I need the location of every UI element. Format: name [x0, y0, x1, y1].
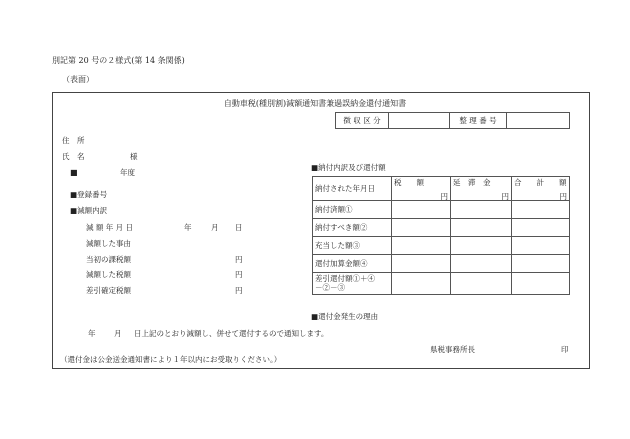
- reduced-tax-label: 減額した税額: [86, 270, 131, 279]
- net-refund-total[interactable]: [512, 273, 570, 295]
- notice-text: 日上記のとおり減額し、併せて還付するので通知します。: [134, 329, 329, 338]
- notice-year: 年: [88, 329, 96, 338]
- due-amount-late[interactable]: [451, 219, 512, 237]
- col-total-header: 合 計 額: [512, 177, 570, 189]
- initial-tax-label: 当初の課税額: [86, 255, 131, 264]
- payment-breakdown-table: [312, 176, 570, 295]
- final-tax-unit: 円: [235, 286, 243, 295]
- footer-note: （還付金は公金送金通知書により１年以内にお受取りください。）: [60, 355, 282, 364]
- year-unit: 年: [184, 223, 192, 232]
- form-reference: 別記第 20 号の２様式(第 14 条関係): [52, 56, 185, 65]
- document-title: 自動車税(種別割)減額通知書兼過誤納金還付通知書: [223, 99, 407, 108]
- refund-addition-tax[interactable]: [392, 255, 451, 273]
- reduction-date-label: 減 額 年 月 日: [86, 223, 134, 232]
- honorific: 様: [130, 152, 138, 161]
- applied-amount-late[interactable]: [451, 237, 512, 255]
- registration-number-label: ■登録番号: [70, 190, 108, 199]
- applied-amount-total[interactable]: [512, 237, 570, 255]
- late-unit: 円: [451, 189, 512, 201]
- office-table: [335, 112, 570, 129]
- refund-reason-label: ■還付金発生の理由: [311, 312, 379, 321]
- net-refund-late[interactable]: [451, 273, 512, 295]
- seal-mark: 印: [561, 345, 569, 354]
- net-refund-tax[interactable]: [392, 273, 451, 295]
- tax-unit: 円: [392, 189, 451, 201]
- reference-number-label: 整 理 番 号: [450, 113, 507, 129]
- reduction-reason-label: 減額した事由: [86, 239, 131, 248]
- paid-amount-total[interactable]: [512, 201, 570, 219]
- refund-addition-late[interactable]: [451, 255, 512, 273]
- year-label: 年度: [120, 168, 135, 177]
- day-unit: 日: [235, 223, 243, 232]
- due-amount-label: 納付すべき額②: [313, 219, 392, 237]
- payment-breakdown-heading: ■納付内訳及び還付額: [311, 163, 386, 172]
- refund-addition-total[interactable]: [512, 255, 570, 273]
- refund-addition-label: 還付加算金額④: [313, 255, 392, 273]
- reduced-tax-unit: 円: [235, 270, 243, 279]
- paid-amount-tax[interactable]: [392, 201, 451, 219]
- reference-number-value[interactable]: [507, 113, 570, 129]
- applied-amount-label: 充当した額③: [313, 237, 392, 255]
- name-label: 氏 名: [62, 152, 85, 161]
- paid-date-label: 納付された年月日: [313, 177, 392, 201]
- notice-month: 月: [114, 329, 122, 338]
- month-unit: 月: [211, 223, 219, 232]
- final-tax-label: 差引確定税額: [86, 286, 131, 295]
- applied-amount-tax[interactable]: [392, 237, 451, 255]
- total-unit: 円: [512, 189, 570, 201]
- paid-amount-label: 納付済額①: [313, 201, 392, 219]
- tax-office-director: 県税事務所長: [430, 345, 475, 354]
- paid-amount-late[interactable]: [451, 201, 512, 219]
- reduction-breakdown-label: ■減額内訳: [70, 206, 108, 215]
- initial-tax-unit: 円: [235, 255, 243, 264]
- col-late-header: 延 滞 金: [451, 177, 512, 189]
- net-refund-label: 差引還付額①＋④ －②－③: [313, 273, 392, 295]
- year-mark: ■: [70, 168, 78, 177]
- due-amount-tax[interactable]: [392, 219, 451, 237]
- due-amount-total[interactable]: [512, 219, 570, 237]
- col-tax-header: 税 額: [392, 177, 451, 189]
- collection-category-label: 徴 収 区 分: [336, 113, 389, 129]
- collection-category-value[interactable]: [389, 113, 450, 129]
- side-label: （表面）: [62, 75, 94, 84]
- address-label: 住 所: [62, 136, 85, 145]
